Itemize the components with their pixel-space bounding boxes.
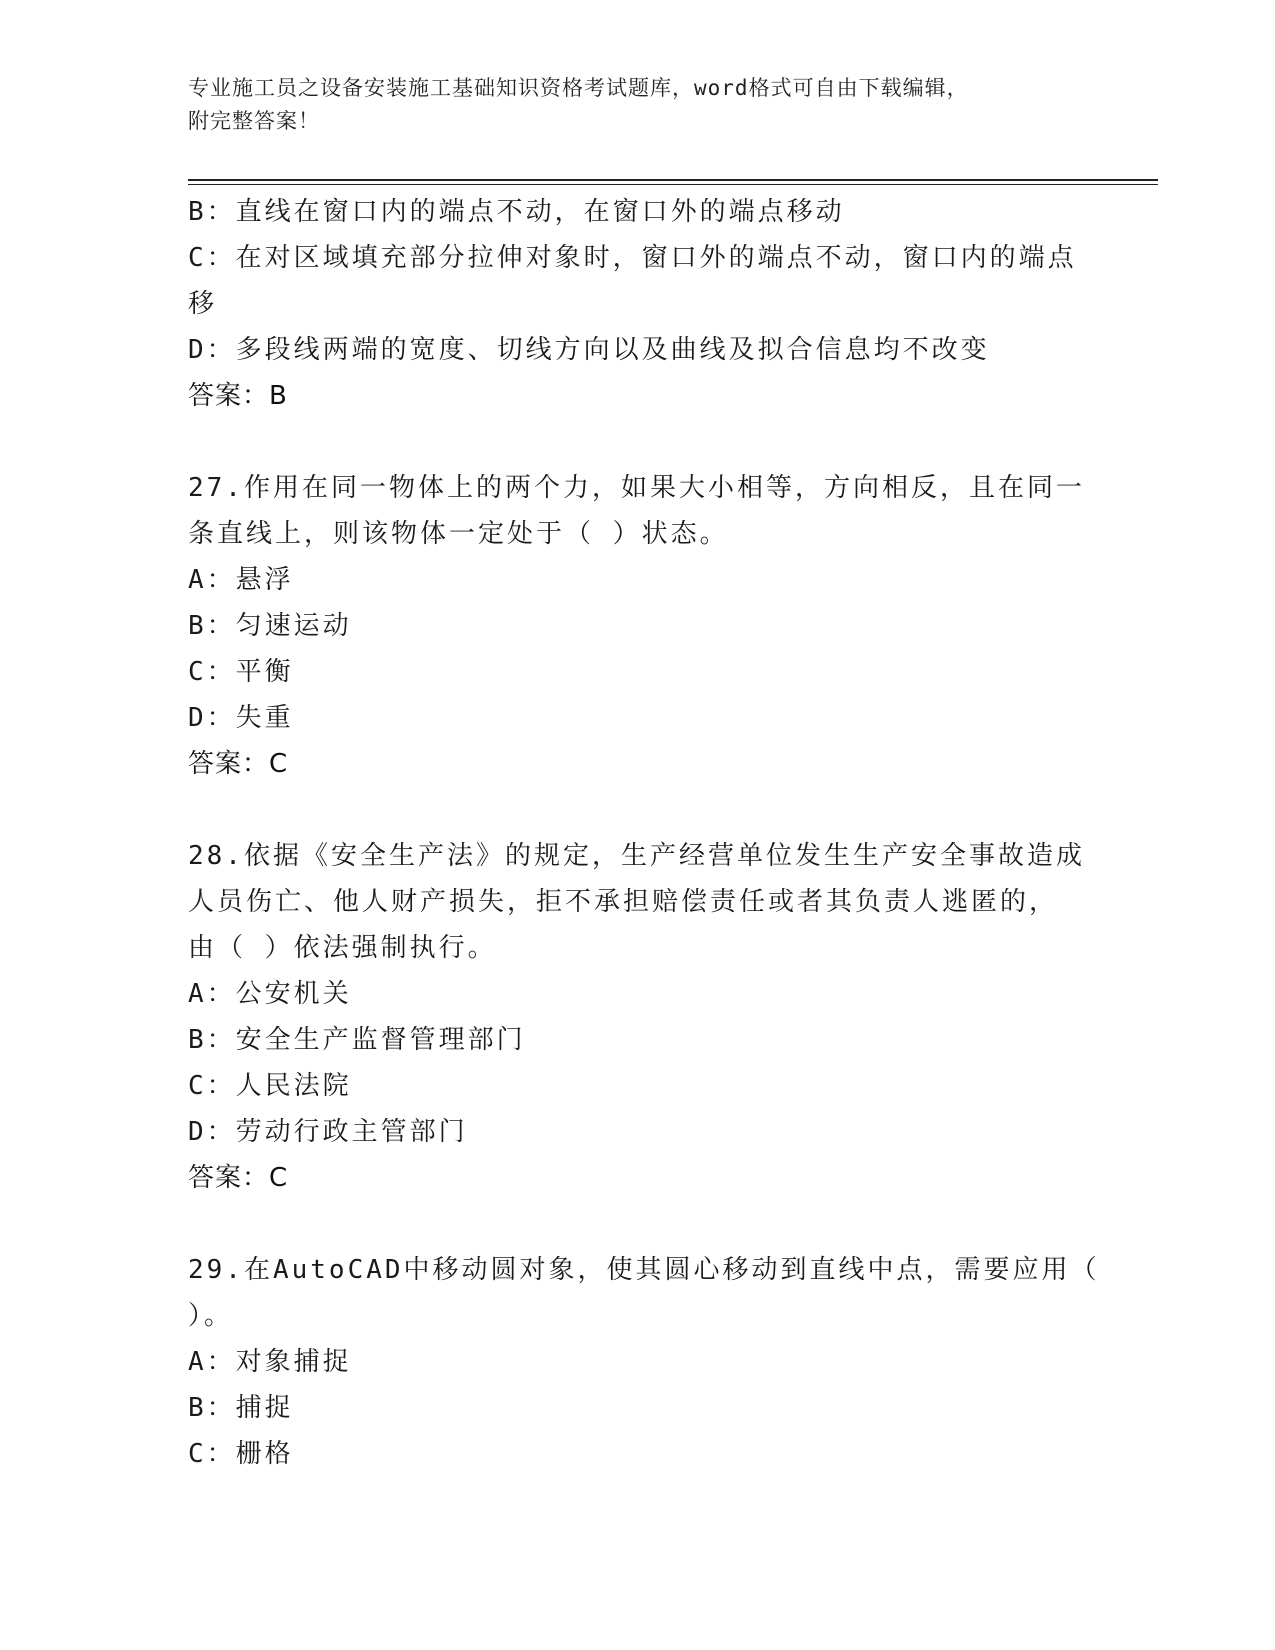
question-block-27 (188, 465, 1088, 787)
question-stem: 由（ ）依法强制执行。 (188, 933, 497, 963)
option-c: C：栅格 (188, 1439, 294, 1469)
answer-line: 答案：C (188, 749, 289, 779)
spacer (188, 787, 1088, 833)
spacer (188, 419, 1088, 465)
question-stem: ）。 (188, 1301, 234, 1331)
option-a: A：公安机关 (188, 979, 352, 1009)
question-stem: 人员伤亡、他人财产损失，拒不承担赔偿责任或者其负责人逃匿的， (188, 887, 1059, 917)
option-a: A：悬浮 (188, 565, 294, 595)
spacer (188, 1201, 1088, 1247)
option-c: C：在对区域填充部分拉伸对象时，窗口外的端点不动，窗口内的端点 (188, 243, 1077, 273)
question-stem: 28.依据《安全生产法》的规定，生产经营单位发生生产安全事故造成 (188, 841, 1085, 871)
option-b: B：直线在窗口内的端点不动，在窗口外的端点移动 (188, 197, 845, 227)
option-c: C：平衡 (188, 657, 294, 687)
question-block-prev (188, 189, 1088, 419)
option-d: D：多段线两端的宽度、切线方向以及曲线及拟合信息均不改变 (188, 335, 990, 365)
question-stem: 条直线上，则该物体一定处于（ ）状态。 (188, 519, 729, 549)
option-b: B：捕捉 (188, 1393, 294, 1423)
header-divider-thick (188, 179, 1158, 181)
question-stem: 27.作用在同一物体上的两个力，如果大小相等，方向相反，且在同一 (188, 473, 1085, 503)
option-d: D：失重 (188, 703, 294, 733)
option-c: C：人民法院 (188, 1071, 352, 1101)
question-block-28 (188, 833, 1088, 1201)
option-b: B：匀速运动 (188, 611, 352, 641)
document-header (188, 72, 1088, 138)
question-stem: 29.在AutoCAD中移动圆对象，使其圆心移动到直线中点，需要应用（ (188, 1255, 1100, 1285)
option-a: A：对象捕捉 (188, 1347, 352, 1377)
answer-line: 答案：C (188, 1163, 289, 1193)
option-b: B：安全生产监督管理部门 (188, 1025, 526, 1055)
header-title-line-1: 专业施工员之设备安装施工基础知识资格考试题库，word格式可自由下载编辑， (188, 76, 969, 100)
header-divider-thin (188, 184, 1158, 185)
header-title-line-2: 附完整答案！ (188, 109, 320, 133)
option-d: D：劳动行政主管部门 (188, 1117, 468, 1147)
question-list (188, 189, 1100, 1477)
answer-line: 答案：B (188, 381, 288, 411)
option-c-continued: 移 (188, 289, 218, 319)
question-block-29 (188, 1247, 1100, 1477)
